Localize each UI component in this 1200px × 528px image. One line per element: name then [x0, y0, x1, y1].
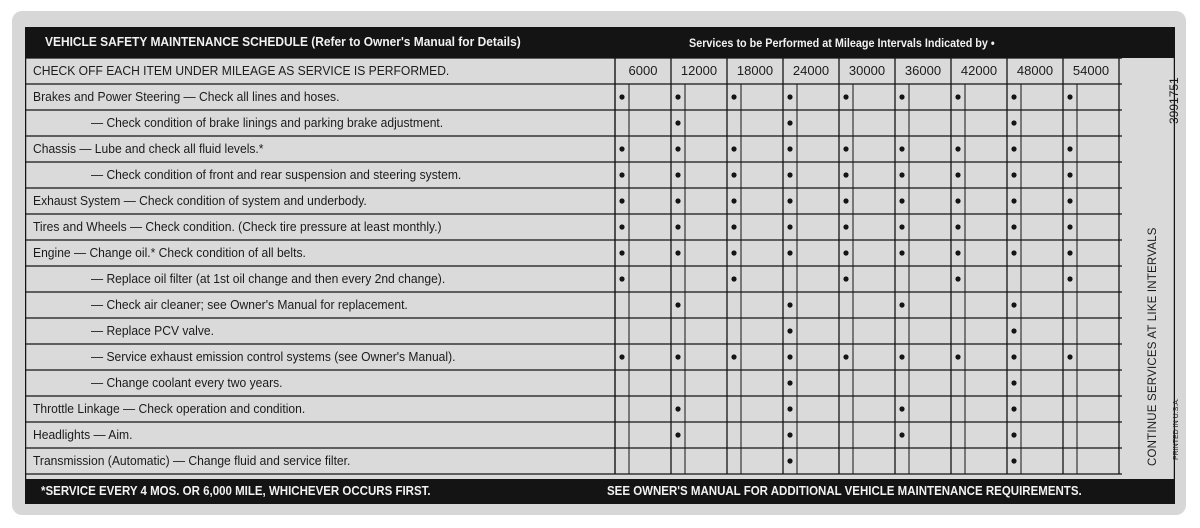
service-dot	[787, 172, 792, 177]
service-dot	[1011, 302, 1016, 307]
service-dot	[899, 432, 904, 437]
maintenance-item	[25, 266, 615, 292]
service-dot	[843, 224, 848, 229]
maintenance-item-label: Throttle Linkage — Check operation and condition.	[33, 401, 306, 416]
service-dot	[899, 250, 904, 255]
maintenance-item-label: Chassis — Lube and check all fluid levels.*	[33, 141, 264, 156]
service-dot	[843, 276, 848, 281]
service-dot	[619, 146, 624, 151]
service-dot	[843, 198, 848, 203]
mileage-header: 12000	[680, 63, 718, 78]
continue-services-note: CONTINUE SERVICES AT LIKE INTERVALS	[1147, 227, 1159, 466]
service-dot	[1011, 120, 1016, 125]
maintenance-item	[25, 136, 615, 162]
mileage-header: 24000	[792, 63, 830, 78]
service-dot	[1011, 328, 1016, 333]
service-dot	[899, 302, 904, 307]
maintenance-item-label: — Check condition of brake linings and parking brake adjustment.	[91, 115, 444, 130]
footnote-service-interval: *SERVICE EVERY 4 MOS. OR 6,000 MILE, WHICHEVER OCCURS FIRST.	[41, 484, 431, 498]
service-dot	[731, 94, 736, 99]
service-dot	[1011, 198, 1016, 203]
maintenance-item-label: Brakes and Power Steering — Check all lines and hoses.	[33, 89, 340, 104]
service-dot	[899, 94, 904, 99]
service-dot	[675, 354, 680, 359]
service-dot	[787, 146, 792, 151]
mileage-header: 48000	[1016, 63, 1054, 78]
service-dot	[619, 250, 624, 255]
service-dot	[1011, 432, 1016, 437]
service-dot	[1067, 94, 1072, 99]
maintenance-item-label: — Replace PCV valve.	[91, 323, 214, 338]
service-dot	[1011, 94, 1016, 99]
printed-in-usa: PRINTED IN U.S.A.	[1173, 398, 1180, 460]
service-dot	[787, 406, 792, 411]
service-dot	[899, 146, 904, 151]
service-dot	[955, 250, 960, 255]
maintenance-item	[25, 396, 615, 422]
maintenance-item	[25, 448, 615, 474]
service-dot	[1067, 354, 1072, 359]
maintenance-item-label: — Check air cleaner; see Owner's Manual for replacement.	[91, 297, 408, 312]
service-dot	[675, 146, 680, 151]
service-dot	[1011, 380, 1016, 385]
service-dot	[955, 198, 960, 203]
service-dot	[675, 406, 680, 411]
footer-bar	[25, 479, 1175, 504]
maintenance-schedule	[25, 27, 1181, 504]
maintenance-item	[25, 370, 615, 396]
part-number: 3991751	[1167, 77, 1181, 124]
service-dot	[1011, 172, 1016, 177]
service-dot	[787, 250, 792, 255]
service-dot	[843, 146, 848, 151]
maintenance-item	[25, 162, 615, 188]
service-dot	[619, 94, 624, 99]
service-dot	[787, 224, 792, 229]
mileage-header: 36000	[904, 63, 942, 78]
maintenance-item-label: — Check condition of front and rear suspension and steering system.	[91, 167, 462, 182]
maintenance-item-label: — Service exhaust emission control systems (see Owner's Manual).	[91, 349, 456, 364]
mileage-header: 42000	[960, 63, 998, 78]
service-dot	[955, 224, 960, 229]
service-dot	[619, 172, 624, 177]
service-dot	[1011, 406, 1016, 411]
service-dot	[675, 172, 680, 177]
service-dot	[1067, 250, 1072, 255]
service-dot	[675, 198, 680, 203]
maintenance-item	[25, 188, 615, 214]
service-dot	[899, 172, 904, 177]
maintenance-item-label: Transmission (Automatic) — Change fluid and service filter.	[33, 453, 351, 468]
service-dot	[787, 198, 792, 203]
maintenance-item	[25, 422, 615, 448]
maintenance-item-label: Tires and Wheels — Check condition. (Check tire pressure at least monthly.)	[33, 219, 442, 234]
maintenance-item-label: Exhaust System — Check condition of system and underbody.	[33, 193, 367, 208]
maintenance-item	[25, 84, 615, 110]
service-dot	[899, 406, 904, 411]
service-dot	[731, 224, 736, 229]
schedule-title: VEHICLE SAFETY MAINTENANCE SCHEDULE (Refer to Owner's Manual for Details)	[45, 34, 521, 49]
instruction-label: CHECK OFF EACH ITEM UNDER MILEAGE AS SERVICE IS PERFORMED.	[33, 63, 450, 78]
service-dot	[955, 172, 960, 177]
maintenance-item	[25, 292, 615, 318]
service-dot	[731, 276, 736, 281]
service-dot	[675, 432, 680, 437]
maintenance-item	[25, 344, 615, 370]
service-dot	[731, 198, 736, 203]
service-dot	[843, 172, 848, 177]
service-dot	[675, 302, 680, 307]
service-dot	[731, 146, 736, 151]
service-dot	[899, 224, 904, 229]
maintenance-item-label: Headlights — Aim.	[33, 427, 133, 442]
service-dot	[731, 250, 736, 255]
service-dot	[731, 354, 736, 359]
service-dot	[619, 198, 624, 203]
service-dot	[843, 250, 848, 255]
mileage-header: 30000	[848, 63, 886, 78]
maintenance-item	[25, 240, 615, 266]
maintenance-item	[25, 318, 615, 344]
service-dot	[675, 120, 680, 125]
service-dot	[1067, 276, 1072, 281]
service-dot	[619, 224, 624, 229]
service-dot	[1067, 172, 1072, 177]
footnote-see-manual: SEE OWNER'S MANUAL FOR ADDITIONAL VEHICLE MAINTENANCE REQUIREMENTS.	[607, 484, 1082, 498]
service-dot	[1011, 250, 1016, 255]
service-dot	[843, 94, 848, 99]
service-dot	[1067, 146, 1072, 151]
service-dot	[1011, 146, 1016, 151]
mileage-header: 54000	[1072, 63, 1110, 78]
service-dot	[787, 354, 792, 359]
maintenance-item	[25, 214, 615, 240]
service-dot	[1067, 224, 1072, 229]
maintenance-item-label: Engine — Change oil.* Check condition of all belts.	[33, 245, 306, 260]
mileage-header: 18000	[736, 63, 774, 78]
instruction-text	[25, 58, 615, 84]
service-dot	[619, 354, 624, 359]
service-dot	[787, 458, 792, 463]
service-dot	[899, 198, 904, 203]
maintenance-item-label: — Change coolant every two years.	[91, 375, 283, 390]
service-dot	[899, 354, 904, 359]
maintenance-item-label: — Replace oil filter (at 1st oil change and then every 2nd change).	[91, 271, 446, 286]
service-dot	[675, 94, 680, 99]
service-dot	[731, 172, 736, 177]
service-dot	[955, 354, 960, 359]
mileage-header: 6000	[628, 63, 658, 78]
service-dot	[787, 380, 792, 385]
intervals-note: Services to be Performed at Mileage Intervals Indicated by •	[689, 36, 995, 50]
service-dot	[1067, 198, 1072, 203]
service-dot	[1011, 354, 1016, 359]
service-dot	[843, 354, 848, 359]
service-dot	[787, 94, 792, 99]
service-dot	[675, 224, 680, 229]
service-dot	[675, 250, 680, 255]
maintenance-item	[25, 110, 615, 136]
service-dot	[787, 120, 792, 125]
service-dot	[619, 276, 624, 281]
service-dot	[955, 146, 960, 151]
service-dot	[955, 276, 960, 281]
service-dot	[1011, 458, 1016, 463]
service-dot	[955, 94, 960, 99]
service-dot	[787, 432, 792, 437]
service-dot	[787, 328, 792, 333]
service-dot	[787, 302, 792, 307]
service-dot	[1011, 224, 1016, 229]
